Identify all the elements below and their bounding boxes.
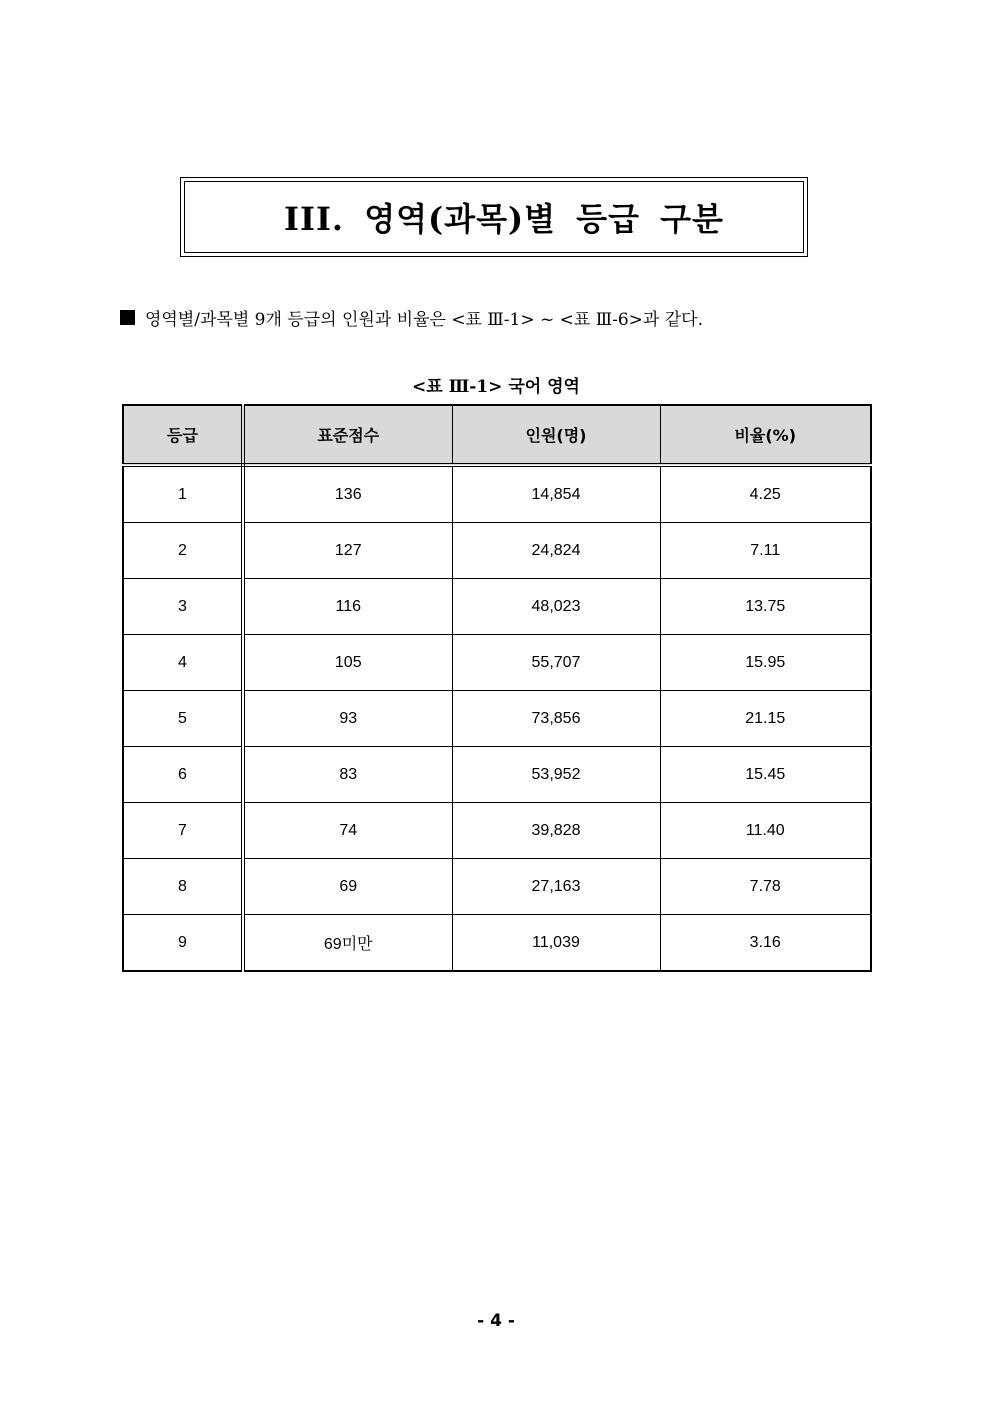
cell-ratio: 7.11 bbox=[660, 523, 871, 579]
cell-grade: 7 bbox=[123, 803, 243, 859]
cell-score: 105 bbox=[243, 635, 452, 691]
grade-table bbox=[122, 404, 872, 972]
cell-score: 74 bbox=[243, 803, 452, 859]
table-row bbox=[123, 691, 871, 747]
square-bullet-icon bbox=[120, 310, 135, 325]
table-header-row bbox=[123, 405, 871, 465]
header-count: 인원(명) bbox=[452, 405, 660, 465]
header-grade: 등급 bbox=[123, 405, 243, 465]
cell-grade: 2 bbox=[123, 523, 243, 579]
header-score: 표준점수 bbox=[243, 405, 452, 465]
table-row bbox=[123, 635, 871, 691]
cell-count: 24,824 bbox=[452, 523, 660, 579]
cell-score: 93 bbox=[243, 691, 452, 747]
cell-score: 127 bbox=[243, 523, 452, 579]
cell-ratio: 15.45 bbox=[660, 747, 871, 803]
table-row bbox=[123, 803, 871, 859]
cell-ratio: 21.15 bbox=[660, 691, 871, 747]
cell-ratio: 15.95 bbox=[660, 635, 871, 691]
cell-grade: 8 bbox=[123, 859, 243, 915]
intro-paragraph bbox=[120, 305, 703, 330]
cell-grade: 5 bbox=[123, 691, 243, 747]
section-title-inner-border bbox=[184, 181, 804, 253]
cell-ratio: 13.75 bbox=[660, 579, 871, 635]
cell-count: 48,023 bbox=[452, 579, 660, 635]
cell-count: 55,707 bbox=[452, 635, 660, 691]
table-caption: <표 Ⅲ-1> 국어 영역 bbox=[412, 377, 580, 397]
cell-score: 136 bbox=[243, 465, 452, 523]
table-row bbox=[123, 523, 871, 579]
cell-count: 14,854 bbox=[452, 465, 660, 523]
cell-ratio: 3.16 bbox=[660, 915, 871, 972]
cell-ratio: 4.25 bbox=[660, 465, 871, 523]
header-ratio: 비율(%) bbox=[660, 405, 871, 465]
cell-score: 69미만 bbox=[243, 915, 452, 972]
cell-ratio: 7.78 bbox=[660, 859, 871, 915]
cell-grade: 3 bbox=[123, 579, 243, 635]
cell-grade: 4 bbox=[123, 635, 243, 691]
cell-grade: 9 bbox=[123, 915, 243, 972]
cell-score: 83 bbox=[243, 747, 452, 803]
cell-ratio: 11.40 bbox=[660, 803, 871, 859]
table-row bbox=[123, 465, 871, 523]
section-title: III. 영역(과목)별 등급 구분 bbox=[284, 200, 724, 238]
cell-grade: 6 bbox=[123, 747, 243, 803]
table-row bbox=[123, 915, 871, 972]
intro-text: 영역별/과목별 9개 등급의 인원과 비율은 <표 Ⅲ-1> ~ <표 Ⅲ-6>과 같다. bbox=[145, 310, 703, 330]
cell-count: 53,952 bbox=[452, 747, 660, 803]
cell-score: 69 bbox=[243, 859, 452, 915]
cell-count: 11,039 bbox=[452, 915, 660, 972]
cell-grade: 1 bbox=[123, 465, 243, 523]
cell-count: 39,828 bbox=[452, 803, 660, 859]
table-row bbox=[123, 747, 871, 803]
table-row bbox=[123, 579, 871, 635]
cell-count: 73,856 bbox=[452, 691, 660, 747]
page-number: - 4 - bbox=[477, 1311, 515, 1331]
cell-count: 27,163 bbox=[452, 859, 660, 915]
table-row bbox=[123, 859, 871, 915]
section-title-box bbox=[180, 177, 808, 257]
cell-score: 116 bbox=[243, 579, 452, 635]
